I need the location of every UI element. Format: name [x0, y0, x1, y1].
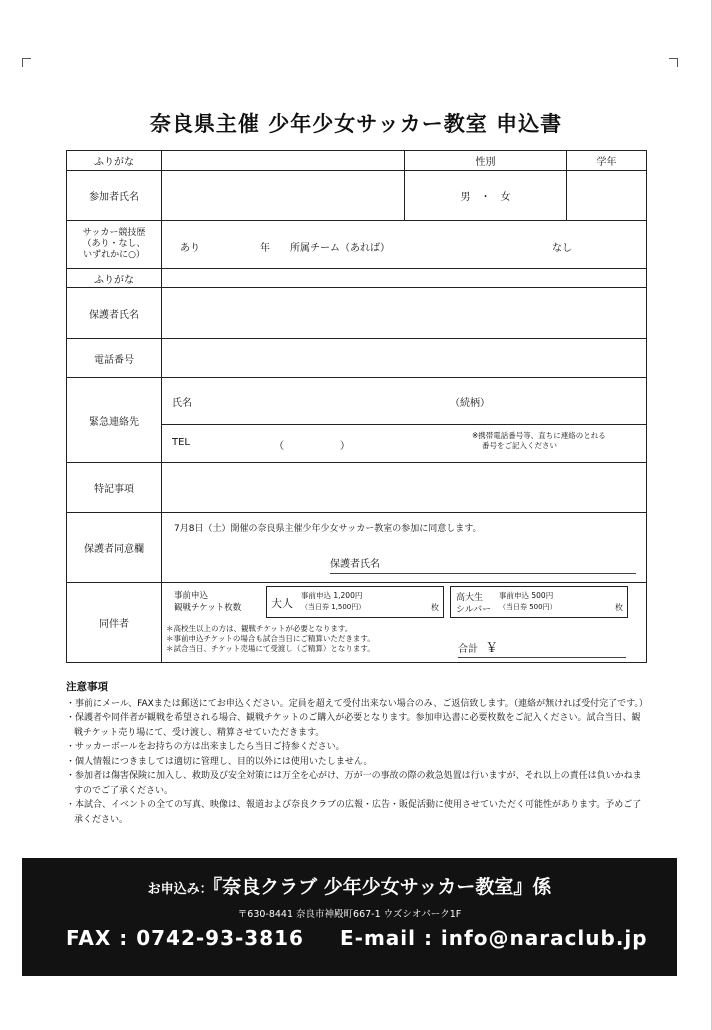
special-notes-input[interactable]: [162, 463, 647, 513]
notes-item-2: ・保護者や同伴者が観戦を希望される場合、観戦チケットのご購入が必要となります。参加申込書に必要枚数をご記入ください。試合当日、観戦チケット売り場にて、受け渡し、精算させていただきます。: [66, 713, 641, 738]
participant-name-label: 参加者氏名: [67, 171, 162, 221]
companion-label: 同伴者: [67, 583, 162, 663]
ticket-label-line2: 観戦チケット枚数: [174, 603, 242, 613]
ticket-label-line1: 事前申込: [174, 591, 209, 601]
companion-note-1: ＊高校生以上の方は、観戦チケットが必要となります。: [166, 624, 353, 633]
senior-label: シルバー: [456, 605, 492, 615]
consent-label: 保護者同意欄: [67, 513, 162, 583]
student-price: 事前申込 500円: [499, 591, 554, 600]
adult-label: 大人: [271, 597, 293, 610]
companion-notes: [166, 624, 375, 654]
consent-signature-line[interactable]: [330, 555, 636, 574]
student-label: 高大生: [456, 593, 484, 603]
student-door-price: （当日券 500円）: [499, 603, 557, 611]
experience-no[interactable]: なし: [552, 243, 572, 254]
gender-label: 性別: [405, 151, 567, 171]
grade-input[interactable]: [567, 171, 647, 221]
experience-label-line3: いずれかに○）: [83, 250, 145, 260]
participant-name-input[interactable]: [162, 171, 405, 221]
furigana2-input[interactable]: [162, 269, 647, 288]
banner-prefix: お申込み：: [147, 882, 213, 897]
experience-yes[interactable]: あり: [180, 243, 200, 254]
emergency-note: [472, 431, 642, 451]
notes-item-4: ・個人情報につきましては適切に管理し、目的以外には使用いたしません。: [66, 756, 373, 767]
companion-note-3: ＊試合当日、チケット売場にて受渡し（ご精算）となります。: [166, 644, 375, 653]
banner-address: 〒630-8441 奈良市神殿町667-1 ウズシオパーク1F: [237, 909, 462, 920]
experience-years: 年: [260, 243, 270, 254]
phone-input[interactable]: [162, 339, 647, 378]
furigana-label: ふりがな: [67, 151, 162, 171]
banner-name: 『奈良クラブ 少年少女サッカー教室』係: [212, 876, 552, 898]
adult-unit: 枚: [431, 603, 439, 612]
companion-note-2: ＊事前申込チケットの場合も試合当日にご精算いただきます。: [166, 634, 375, 643]
special-notes-label: 特記事項: [67, 463, 162, 513]
notes-item-3: ・サッカーボールをお持ちの方は出来ましたら当日ご持参ください。: [66, 742, 345, 752]
ticket-label: [174, 590, 241, 614]
emergency-tel-input[interactable]: [162, 425, 647, 463]
student-ticket-box[interactable]: [450, 586, 628, 618]
consent-signature-label: 保護者氏名: [330, 559, 380, 570]
adult-ticket-box[interactable]: [266, 586, 444, 618]
emergency-name-input[interactable]: [162, 378, 647, 425]
emergency-label: 緊急連絡先: [67, 378, 162, 463]
experience-team-label: 所属チーム（あれば）: [290, 243, 390, 254]
student-unit: 枚: [615, 603, 623, 612]
contact-banner: [22, 858, 677, 976]
total-line[interactable]: [458, 637, 626, 658]
furigana2-label: ふりがな: [67, 269, 162, 288]
adult-price: 事前申込 1,200円: [301, 591, 363, 600]
emergency-note-line2: 番号をご記入ください: [482, 441, 557, 450]
consent-cell: [162, 513, 647, 583]
emergency-paren-close: ）: [340, 441, 350, 452]
notes-heading: 注意事項: [66, 681, 108, 693]
emergency-tel-label: TEL: [172, 437, 190, 448]
notes-section: [66, 680, 646, 827]
guardian-name-input[interactable]: [162, 288, 647, 339]
crop-mark-top-left: [22, 58, 31, 67]
experience-input[interactable]: [162, 221, 647, 269]
adult-door-price: （当日券 1,500円）: [301, 603, 366, 611]
companion-cell: [162, 583, 647, 663]
banner-heading: [22, 872, 677, 899]
yen-symbol: ￥: [485, 641, 499, 656]
emergency-note-line1: ※携帯電話番号等、直ちに連絡のとれる: [472, 431, 606, 440]
banner-email[interactable]: E-mail : info@naraclub.jp: [340, 926, 648, 950]
furigana-input[interactable]: [162, 151, 405, 171]
grade-label: 学年: [567, 151, 647, 171]
application-form-table: [66, 150, 647, 663]
banner-fax: FAX : 0742-93-3816: [66, 926, 304, 950]
notes-item-1: ・事前にメール、FAXまたは郵送にてお申込ください。定員を超えて受付出来ない場合のみ、ご返信致します。（連絡が無ければ受付完了です。）: [66, 698, 648, 709]
notes-item-6: ・本試合、イベントの全ての写真、映像は、報道および奈良クラブの広報・広告・販促活動に使用させていただく可能性があります。予めご了承ください。: [66, 800, 642, 825]
guardian-name-label: 保護者氏名: [67, 288, 162, 339]
emergency-paren-open: （: [274, 441, 284, 452]
gender-options[interactable]: 男 ・ 女: [405, 171, 567, 221]
emergency-name-label: 氏名: [172, 398, 192, 409]
emergency-relation-label: （続柄）: [450, 398, 490, 409]
notes-item-5: ・参加者は傷害保険に加入し、救助及び安全対策には万全を心がけ、万が一の事故の際の救急処置は行いますが、それ以上の責任は負いかねますのでご了承ください。: [66, 771, 642, 796]
phone-label: 電話番号: [67, 339, 162, 378]
experience-label: [67, 221, 162, 269]
experience-label-line2: （あり・なし、: [82, 239, 146, 249]
total-label: 合計: [458, 644, 478, 655]
consent-text: 7月8日（土）開催の奈良県主催少年少女サッカー教室の参加に同意します。: [174, 524, 482, 534]
form-title: 奈良県主催 少年少女サッカー教室 申込書: [149, 112, 563, 136]
experience-label-line1: サッカー競技歴: [82, 228, 146, 238]
crop-mark-top-right: [669, 58, 678, 67]
